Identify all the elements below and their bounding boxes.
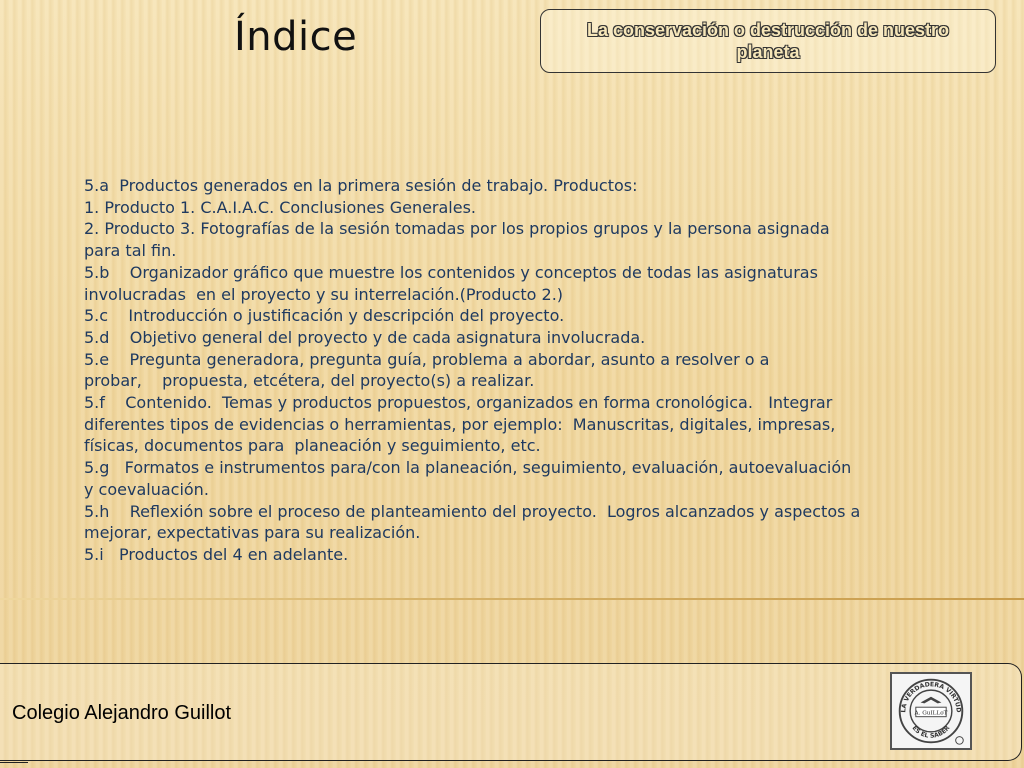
content-line: 5.b Organizador gráfico que muestre los contenidos y conceptos de todas las asignaturas — [84, 262, 818, 282]
content-line: probar, propuesta, etcétera, del proyecto(s) a realizar. — [84, 371, 535, 391]
content-line: para tal fin. — [84, 241, 177, 261]
content-line: mejorar, expectativas para su realización. — [84, 523, 421, 543]
content-line: 5.e Pregunta generadora, pregunta guía, problema a abordar, asunto a resolver o a — [84, 349, 770, 369]
content-line: 5.g Formatos e instrumentos para/con la planeación, seguimiento, evaluación, autoevaluación — [84, 458, 852, 478]
content-line: diferentes tipos de evidencias o herramientas, por ejemplo: Manuscritas, digitales, impresas, — [84, 414, 836, 434]
content-line: 5.h Reflexión sobre el proceso de planteamiento del proyecto. Logros alcanzados y aspectos a — [84, 501, 861, 521]
seal-text-bottom: ES EL SABER — [910, 724, 952, 740]
content-line: involucradas en el proyecto y su interrelación.(Producto 2.) — [84, 284, 564, 304]
school-seal-icon — [890, 672, 972, 750]
content-line: físicas, documentos para planeación y seguimiento, etc. — [84, 436, 541, 456]
divider — [0, 598, 1024, 600]
content-line: 5.d Objetivo general del proyecto y de cada asignatura involucrada. — [84, 327, 646, 347]
seal-text-top: LA VERDADERA VIRTUD — [900, 681, 962, 713]
content-line: y coevaluación. — [84, 479, 209, 499]
content-line: 5.c Introducción o justificación y descripción del proyecto. — [84, 306, 565, 326]
topic-box — [540, 9, 996, 73]
content-line: 5.f Contenido. Temas y productos propuestos, organizados en forma cronológica. Integrar — [84, 393, 833, 413]
footer — [0, 663, 1022, 761]
content-line: 5.i Productos del 4 en adelante. — [84, 544, 349, 564]
content-line: 1. Producto 1. C.A.I.A.C. Conclusiones Generales. — [84, 197, 477, 217]
topic-title: La conservación o destrucción de nuestro planeta — [586, 20, 950, 62]
school-name: Colegio Alejandro Guillot — [12, 702, 232, 724]
seal-center-text: A. GuILLoT — [914, 710, 948, 717]
content-line: 5.a Productos generados en la primera sesión de trabajo. Productos: — [84, 176, 638, 195]
content-line: 2. Producto 3. Fotografías de la sesión tomadas por los propios grupos y la persona asignada — [84, 219, 830, 239]
slide-title: Índice — [234, 14, 358, 60]
index-content — [84, 175, 964, 566]
